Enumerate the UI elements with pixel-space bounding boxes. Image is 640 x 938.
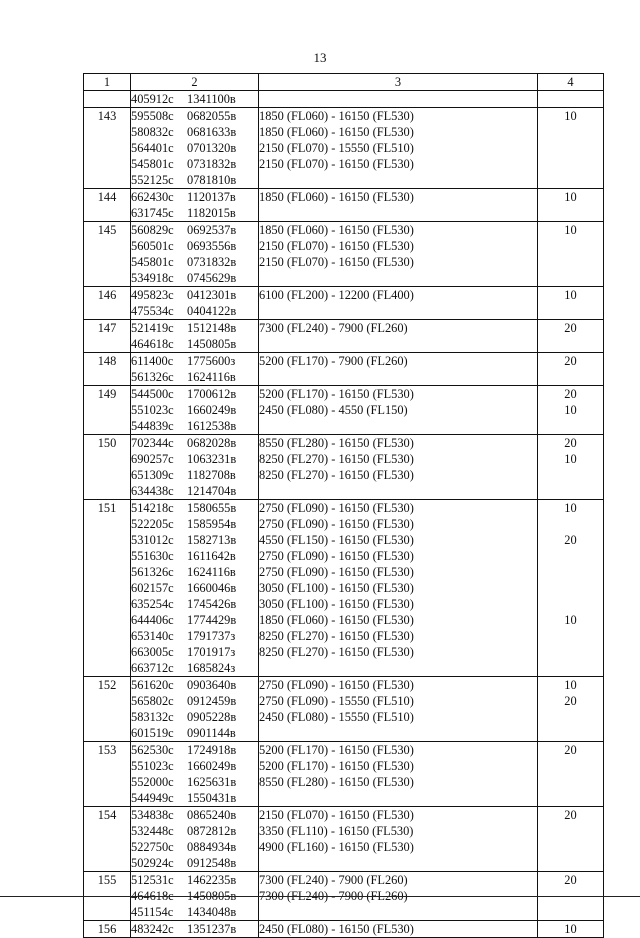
coordinate-pair bbox=[131, 467, 258, 483]
altitude-range: 4900 (FL160) - 16150 (FL530) bbox=[259, 840, 414, 854]
longitude-code: 0701320в bbox=[187, 141, 237, 155]
altitude-cell bbox=[259, 320, 538, 353]
category-value: 20 bbox=[564, 436, 577, 450]
altitude-range: 1850 (FL060) - 16150 (FL530) bbox=[259, 223, 414, 237]
altitude-cell bbox=[259, 108, 538, 189]
longitude-code: 0912459в bbox=[187, 694, 237, 708]
altitude-cell bbox=[259, 807, 538, 872]
coordinates-cell bbox=[131, 189, 259, 222]
coordinate-pair bbox=[131, 709, 258, 725]
row-number bbox=[84, 91, 131, 108]
coordinates-cell bbox=[131, 921, 259, 938]
longitude-code: 1660249в bbox=[187, 759, 237, 773]
longitude-code: 1774429в bbox=[187, 613, 237, 627]
coordinate-pair bbox=[131, 353, 258, 369]
table-row bbox=[84, 386, 604, 435]
coordinate-pair bbox=[131, 644, 258, 660]
longitude-code: 1580655в bbox=[187, 501, 237, 515]
altitude-range: 1850 (FL060) - 16150 (FL530) bbox=[259, 109, 414, 123]
category-value bbox=[538, 596, 603, 612]
longitude-code: 1462235в bbox=[187, 873, 237, 887]
row-number: 151 bbox=[84, 500, 131, 677]
latitude-code: 564401c bbox=[131, 141, 174, 155]
latitude-code: 534918c bbox=[131, 271, 174, 285]
longitude-code: 1585954в bbox=[187, 517, 237, 531]
altitude-cell bbox=[259, 189, 538, 222]
table-row bbox=[84, 353, 604, 386]
category-value: 10 bbox=[564, 190, 577, 204]
category-value: 10 bbox=[564, 613, 577, 627]
column-header-2: 2 bbox=[131, 74, 259, 91]
latitude-code: 565802c bbox=[131, 694, 174, 708]
coordinate-pair bbox=[131, 677, 258, 693]
altitude-range: 2150 (FL070) - 15550 (FL510) bbox=[259, 141, 414, 155]
longitude-code: 0693556в bbox=[187, 239, 237, 253]
latitude-code: 601519c bbox=[131, 726, 174, 740]
coordinate-pair bbox=[131, 580, 258, 596]
altitude-range: 8250 (FL270) - 16150 (FL530) bbox=[259, 629, 414, 643]
latitude-code: 405912c bbox=[131, 92, 174, 106]
coordinate-pair bbox=[131, 839, 258, 855]
latitude-code: 644406c bbox=[131, 613, 174, 627]
longitude-code: 1612538в bbox=[187, 419, 237, 433]
altitude-range: 5200 (FL170) - 16150 (FL530) bbox=[259, 759, 414, 773]
category-cell bbox=[538, 222, 604, 287]
latitude-code: 551023c bbox=[131, 759, 174, 773]
altitude-range: 5200 (FL170) - 16150 (FL530) bbox=[259, 743, 414, 757]
coordinate-pair bbox=[131, 435, 258, 451]
altitude-range: 2750 (FL090) - 16150 (FL530) bbox=[259, 549, 414, 563]
altitude-range: 2450 (FL080) - 4550 (FL150) bbox=[259, 403, 408, 417]
altitude-range: 3050 (FL100) - 16150 (FL530) bbox=[259, 581, 414, 595]
table-row bbox=[84, 921, 604, 938]
longitude-code: 0903640в bbox=[187, 678, 237, 692]
longitude-code: 1700612в bbox=[187, 387, 237, 401]
longitude-code: 1434048в bbox=[187, 905, 237, 919]
table-row bbox=[84, 91, 604, 108]
longitude-code: 0745629в bbox=[187, 271, 237, 285]
altitude-range: 8550 (FL280) - 16150 (FL530) bbox=[259, 775, 414, 789]
row-number: 148 bbox=[84, 353, 131, 386]
row-number: 155 bbox=[84, 872, 131, 921]
coordinate-pair bbox=[131, 807, 258, 823]
latitude-code: 483242c bbox=[131, 922, 174, 936]
longitude-code: 1701917з bbox=[187, 645, 236, 659]
table-row bbox=[84, 320, 604, 353]
coordinate-pair bbox=[131, 516, 258, 532]
coordinate-pair bbox=[131, 303, 258, 319]
latitude-code: 552125c bbox=[131, 173, 174, 187]
table-row bbox=[84, 222, 604, 287]
latitude-code: 662430c bbox=[131, 190, 174, 204]
coordinate-pair bbox=[131, 904, 258, 920]
category-value: 10 bbox=[564, 452, 577, 466]
coordinate-pair bbox=[131, 742, 258, 758]
category-cell bbox=[538, 677, 604, 742]
latitude-code: 545801c bbox=[131, 157, 174, 171]
table-row bbox=[84, 742, 604, 807]
altitude-cell bbox=[259, 435, 538, 500]
coordinate-pair bbox=[131, 418, 258, 434]
longitude-code: 1351237в bbox=[187, 922, 237, 936]
coordinate-pair bbox=[131, 369, 258, 385]
coordinate-pair bbox=[131, 921, 258, 937]
longitude-code: 0781810в bbox=[187, 173, 237, 187]
longitude-code: 1550431в bbox=[187, 791, 237, 805]
coordinate-pair bbox=[131, 336, 258, 352]
category-value: 20 bbox=[564, 533, 577, 547]
longitude-code: 1182708в bbox=[187, 468, 236, 482]
coordinates-cell bbox=[131, 108, 259, 189]
altitude-cell bbox=[259, 353, 538, 386]
category-cell bbox=[538, 386, 604, 435]
latitude-code: 560501c bbox=[131, 239, 174, 253]
row-number: 154 bbox=[84, 807, 131, 872]
coordinate-pair bbox=[131, 222, 258, 238]
category-cell bbox=[538, 435, 604, 500]
coordinates-cell bbox=[131, 287, 259, 320]
airspace-table bbox=[83, 73, 604, 938]
altitude-range: 2150 (FL070) - 16150 (FL530) bbox=[259, 239, 414, 253]
category-value bbox=[538, 564, 603, 580]
latitude-code: 702344c bbox=[131, 436, 174, 450]
coordinates-cell bbox=[131, 435, 259, 500]
altitude-range: 1850 (FL060) - 16150 (FL530) bbox=[259, 613, 414, 627]
category-cell bbox=[538, 108, 604, 189]
row-number: 145 bbox=[84, 222, 131, 287]
longitude-code: 1214704в bbox=[187, 484, 237, 498]
altitude-cell bbox=[259, 222, 538, 287]
coordinate-pair bbox=[131, 564, 258, 580]
longitude-code: 0404122в bbox=[187, 304, 237, 318]
row-number: 152 bbox=[84, 677, 131, 742]
table-row bbox=[84, 500, 604, 677]
category-value: 10 bbox=[564, 109, 577, 123]
category-cell bbox=[538, 91, 604, 108]
category-value: 20 bbox=[564, 354, 577, 368]
longitude-code: 0905228в bbox=[187, 710, 237, 724]
row-number: 150 bbox=[84, 435, 131, 500]
coordinate-pair bbox=[131, 189, 258, 205]
coordinate-pair bbox=[131, 108, 258, 124]
latitude-code: 634438c bbox=[131, 484, 174, 498]
latitude-code: 651309c bbox=[131, 468, 174, 482]
category-value: 20 bbox=[564, 743, 577, 757]
column-header-1: 1 bbox=[84, 74, 131, 91]
coordinates-cell bbox=[131, 677, 259, 742]
coordinates-cell bbox=[131, 91, 259, 108]
coordinate-pair bbox=[131, 124, 258, 140]
altitude-range: 1850 (FL060) - 16150 (FL530) bbox=[259, 125, 414, 139]
longitude-code: 1685824з bbox=[187, 661, 236, 675]
altitude-range: 6100 (FL200) - 12200 (FL400) bbox=[259, 288, 414, 302]
coordinate-pair bbox=[131, 483, 258, 499]
altitude-range: 8550 (FL280) - 16150 (FL530) bbox=[259, 436, 414, 450]
category-value: 20 bbox=[564, 387, 577, 401]
latitude-code: 560829c bbox=[131, 223, 174, 237]
table-row bbox=[84, 677, 604, 742]
coordinate-pair bbox=[131, 612, 258, 628]
altitude-range: 3350 (FL110) - 16150 (FL530) bbox=[259, 824, 414, 838]
latitude-code: 544949c bbox=[131, 791, 174, 805]
longitude-code: 1582713в bbox=[187, 533, 237, 547]
latitude-code: 531012c bbox=[131, 533, 174, 547]
latitude-code: 502924c bbox=[131, 856, 174, 870]
longitude-code: 1450805в bbox=[187, 337, 237, 351]
altitude-range: 2750 (FL090) - 16150 (FL530) bbox=[259, 565, 414, 579]
altitude-range: 2450 (FL080) - 15550 (FL510) bbox=[259, 710, 414, 724]
longitude-code: 0682055в bbox=[187, 109, 237, 123]
latitude-code: 663005c bbox=[131, 645, 174, 659]
longitude-code: 0865240в bbox=[187, 808, 237, 822]
longitude-code: 1791737з bbox=[187, 629, 236, 643]
latitude-code: 551630c bbox=[131, 549, 174, 563]
longitude-code: 1745426в bbox=[187, 597, 237, 611]
row-number: 149 bbox=[84, 386, 131, 435]
category-value bbox=[538, 516, 603, 532]
longitude-code: 0682028в bbox=[187, 436, 237, 450]
longitude-code: 1660046в bbox=[187, 581, 237, 595]
coordinate-pair bbox=[131, 758, 258, 774]
category-value: 10 bbox=[564, 223, 577, 237]
latitude-code: 583132c bbox=[131, 710, 174, 724]
coordinate-pair bbox=[131, 660, 258, 676]
category-value: 20 bbox=[564, 873, 577, 887]
table-row bbox=[84, 189, 604, 222]
altitude-range: 8250 (FL270) - 16150 (FL530) bbox=[259, 645, 414, 659]
latitude-code: 561620c bbox=[131, 678, 174, 692]
longitude-code: 0901144в bbox=[187, 726, 236, 740]
row-number: 143 bbox=[84, 108, 131, 189]
category-cell bbox=[538, 921, 604, 938]
latitude-code: 451154c bbox=[131, 905, 174, 919]
coordinates-cell bbox=[131, 353, 259, 386]
altitude-cell bbox=[259, 386, 538, 435]
coordinate-pair bbox=[131, 320, 258, 336]
category-cell bbox=[538, 353, 604, 386]
category-value: 10 bbox=[564, 501, 577, 515]
row-number: 156 bbox=[84, 921, 131, 938]
latitude-code: 690257c bbox=[131, 452, 174, 466]
altitude-cell bbox=[259, 677, 538, 742]
row-number: 147 bbox=[84, 320, 131, 353]
latitude-code: 495823c bbox=[131, 288, 174, 302]
altitude-range: 2750 (FL090) - 16150 (FL530) bbox=[259, 678, 414, 692]
table-row bbox=[84, 807, 604, 872]
category-value: 10 bbox=[564, 288, 577, 302]
longitude-code: 0884934в bbox=[187, 840, 237, 854]
coordinate-pair bbox=[131, 532, 258, 548]
longitude-code: 1625631в bbox=[187, 775, 237, 789]
altitude-cell bbox=[259, 921, 538, 938]
altitude-cell bbox=[259, 287, 538, 320]
column-header-3: 3 bbox=[259, 74, 538, 91]
altitude-range: 4550 (FL150) - 16150 (FL530) bbox=[259, 533, 414, 547]
altitude-cell bbox=[259, 742, 538, 807]
table-row bbox=[84, 435, 604, 500]
category-cell bbox=[538, 287, 604, 320]
longitude-code: 0681633в bbox=[187, 125, 237, 139]
coordinate-pair bbox=[131, 172, 258, 188]
longitude-code: 0912548в bbox=[187, 856, 237, 870]
row-number: 153 bbox=[84, 742, 131, 807]
coordinate-pair bbox=[131, 254, 258, 270]
latitude-code: 561326c bbox=[131, 370, 174, 384]
longitude-code: 1775600з bbox=[187, 354, 236, 368]
latitude-code: 545801c bbox=[131, 255, 174, 269]
latitude-code: 635254c bbox=[131, 597, 174, 611]
altitude-range: 2750 (FL090) - 15550 (FL510) bbox=[259, 694, 414, 708]
coordinate-pair bbox=[131, 855, 258, 871]
latitude-code: 544500c bbox=[131, 387, 174, 401]
longitude-code: 1611642в bbox=[187, 549, 236, 563]
latitude-code: 653140c bbox=[131, 629, 174, 643]
altitude-cell bbox=[259, 91, 538, 108]
coordinate-pair bbox=[131, 548, 258, 564]
coordinate-pair bbox=[131, 402, 258, 418]
coordinate-pair bbox=[131, 596, 258, 612]
latitude-code: 595508c bbox=[131, 109, 174, 123]
category-value: 20 bbox=[564, 321, 577, 335]
latitude-code: 611400c bbox=[131, 354, 174, 368]
latitude-code: 521419c bbox=[131, 321, 174, 335]
longitude-code: 0692537в bbox=[187, 223, 237, 237]
coordinate-pair bbox=[131, 628, 258, 644]
longitude-code: 1341100в bbox=[187, 92, 236, 106]
category-value: 10 bbox=[564, 678, 577, 692]
latitude-code: 663712c bbox=[131, 661, 174, 675]
altitude-range: 5200 (FL170) - 7900 (FL260) bbox=[259, 354, 408, 368]
row-number: 144 bbox=[84, 189, 131, 222]
table-body bbox=[84, 91, 604, 938]
altitude-range: 7300 (FL240) - 7900 (FL260) bbox=[259, 889, 408, 903]
column-header-4: 4 bbox=[538, 74, 604, 91]
latitude-code: 512531c bbox=[131, 873, 174, 887]
latitude-code: 561326c bbox=[131, 565, 174, 579]
latitude-code: 602157c bbox=[131, 581, 174, 595]
altitude-range: 2750 (FL090) - 16150 (FL530) bbox=[259, 501, 414, 515]
category-value bbox=[538, 580, 603, 596]
longitude-code: 1624116в bbox=[187, 370, 236, 384]
latitude-code: 522205c bbox=[131, 517, 174, 531]
longitude-code: 1450805в bbox=[187, 889, 237, 903]
coordinates-cell bbox=[131, 386, 259, 435]
latitude-code: 464618c bbox=[131, 337, 174, 351]
coordinate-pair bbox=[131, 774, 258, 790]
longitude-code: 1660249в bbox=[187, 403, 237, 417]
latitude-code: 522750c bbox=[131, 840, 174, 854]
category-cell bbox=[538, 742, 604, 807]
longitude-code: 1182015в bbox=[187, 206, 236, 220]
altitude-range: 2150 (FL070) - 16150 (FL530) bbox=[259, 808, 414, 822]
altitude-range: 8250 (FL270) - 16150 (FL530) bbox=[259, 468, 414, 482]
coordinate-pair bbox=[131, 91, 258, 107]
category-cell bbox=[538, 500, 604, 677]
category-value bbox=[538, 548, 603, 564]
altitude-range: 2450 (FL080) - 16150 (FL530) bbox=[259, 922, 414, 936]
altitude-cell bbox=[259, 500, 538, 677]
altitude-range: 3050 (FL100) - 16150 (FL530) bbox=[259, 597, 414, 611]
page-number: 13 bbox=[313, 50, 327, 65]
coordinate-pair bbox=[131, 386, 258, 402]
coordinate-pair bbox=[131, 156, 258, 172]
altitude-range: 2750 (FL090) - 16150 (FL530) bbox=[259, 517, 414, 531]
altitude-range: 5200 (FL170) - 16150 (FL530) bbox=[259, 387, 414, 401]
latitude-code: 631745c bbox=[131, 206, 174, 220]
latitude-code: 552000c bbox=[131, 775, 174, 789]
latitude-code: 532448c bbox=[131, 824, 174, 838]
table-header bbox=[84, 74, 604, 91]
category-value: 20 bbox=[564, 694, 577, 708]
longitude-code: 1063231в bbox=[187, 452, 237, 466]
coordinates-cell bbox=[131, 742, 259, 807]
coordinate-pair bbox=[131, 287, 258, 303]
latitude-code: 551023c bbox=[131, 403, 174, 417]
latitude-code: 514218c bbox=[131, 501, 174, 515]
coordinates-cell bbox=[131, 500, 259, 677]
altitude-range: 7300 (FL240) - 7900 (FL260) bbox=[259, 873, 408, 887]
longitude-code: 1624116в bbox=[187, 565, 236, 579]
coordinate-pair bbox=[131, 451, 258, 467]
coordinates-cell bbox=[131, 222, 259, 287]
category-cell bbox=[538, 320, 604, 353]
longitude-code: 0872812в bbox=[187, 824, 237, 838]
category-value: 20 bbox=[564, 808, 577, 822]
coordinate-pair bbox=[131, 872, 258, 888]
coordinates-cell bbox=[131, 807, 259, 872]
latitude-code: 464618c bbox=[131, 889, 174, 903]
longitude-code: 0731832в bbox=[187, 255, 237, 269]
longitude-code: 0412301в bbox=[187, 288, 237, 302]
altitude-range: 2150 (FL070) - 16150 (FL530) bbox=[259, 255, 414, 269]
category-value: 10 bbox=[564, 403, 577, 417]
latitude-code: 580832c bbox=[131, 125, 174, 139]
coordinate-pair bbox=[131, 140, 258, 156]
row-number: 146 bbox=[84, 287, 131, 320]
altitude-range: 2150 (FL070) - 16150 (FL530) bbox=[259, 157, 414, 171]
coordinate-pair bbox=[131, 270, 258, 286]
coordinate-pair bbox=[131, 500, 258, 516]
coordinate-pair bbox=[131, 823, 258, 839]
coordinate-pair bbox=[131, 238, 258, 254]
altitude-range: 8250 (FL270) - 16150 (FL530) bbox=[259, 452, 414, 466]
longitude-code: 1724918в bbox=[187, 743, 237, 757]
latitude-code: 544839c bbox=[131, 419, 174, 433]
latitude-code: 534838c bbox=[131, 808, 174, 822]
coordinate-pair bbox=[131, 725, 258, 741]
altitude-range: 1850 (FL060) - 16150 (FL530) bbox=[259, 190, 414, 204]
longitude-code: 0731832в bbox=[187, 157, 237, 171]
coordinate-pair bbox=[131, 693, 258, 709]
bottom-rule bbox=[0, 896, 640, 897]
table-row bbox=[84, 287, 604, 320]
altitude-range: 7300 (FL240) - 7900 (FL260) bbox=[259, 321, 408, 335]
coordinate-pair bbox=[131, 790, 258, 806]
coordinate-pair bbox=[131, 205, 258, 221]
category-value: 10 bbox=[564, 922, 577, 936]
latitude-code: 562530c bbox=[131, 743, 174, 757]
latitude-code: 475534c bbox=[131, 304, 174, 318]
category-cell bbox=[538, 807, 604, 872]
table-row bbox=[84, 108, 604, 189]
longitude-code: 1512148в bbox=[187, 321, 237, 335]
category-cell bbox=[538, 189, 604, 222]
longitude-code: 1120137в bbox=[187, 190, 236, 204]
coordinates-cell bbox=[131, 320, 259, 353]
